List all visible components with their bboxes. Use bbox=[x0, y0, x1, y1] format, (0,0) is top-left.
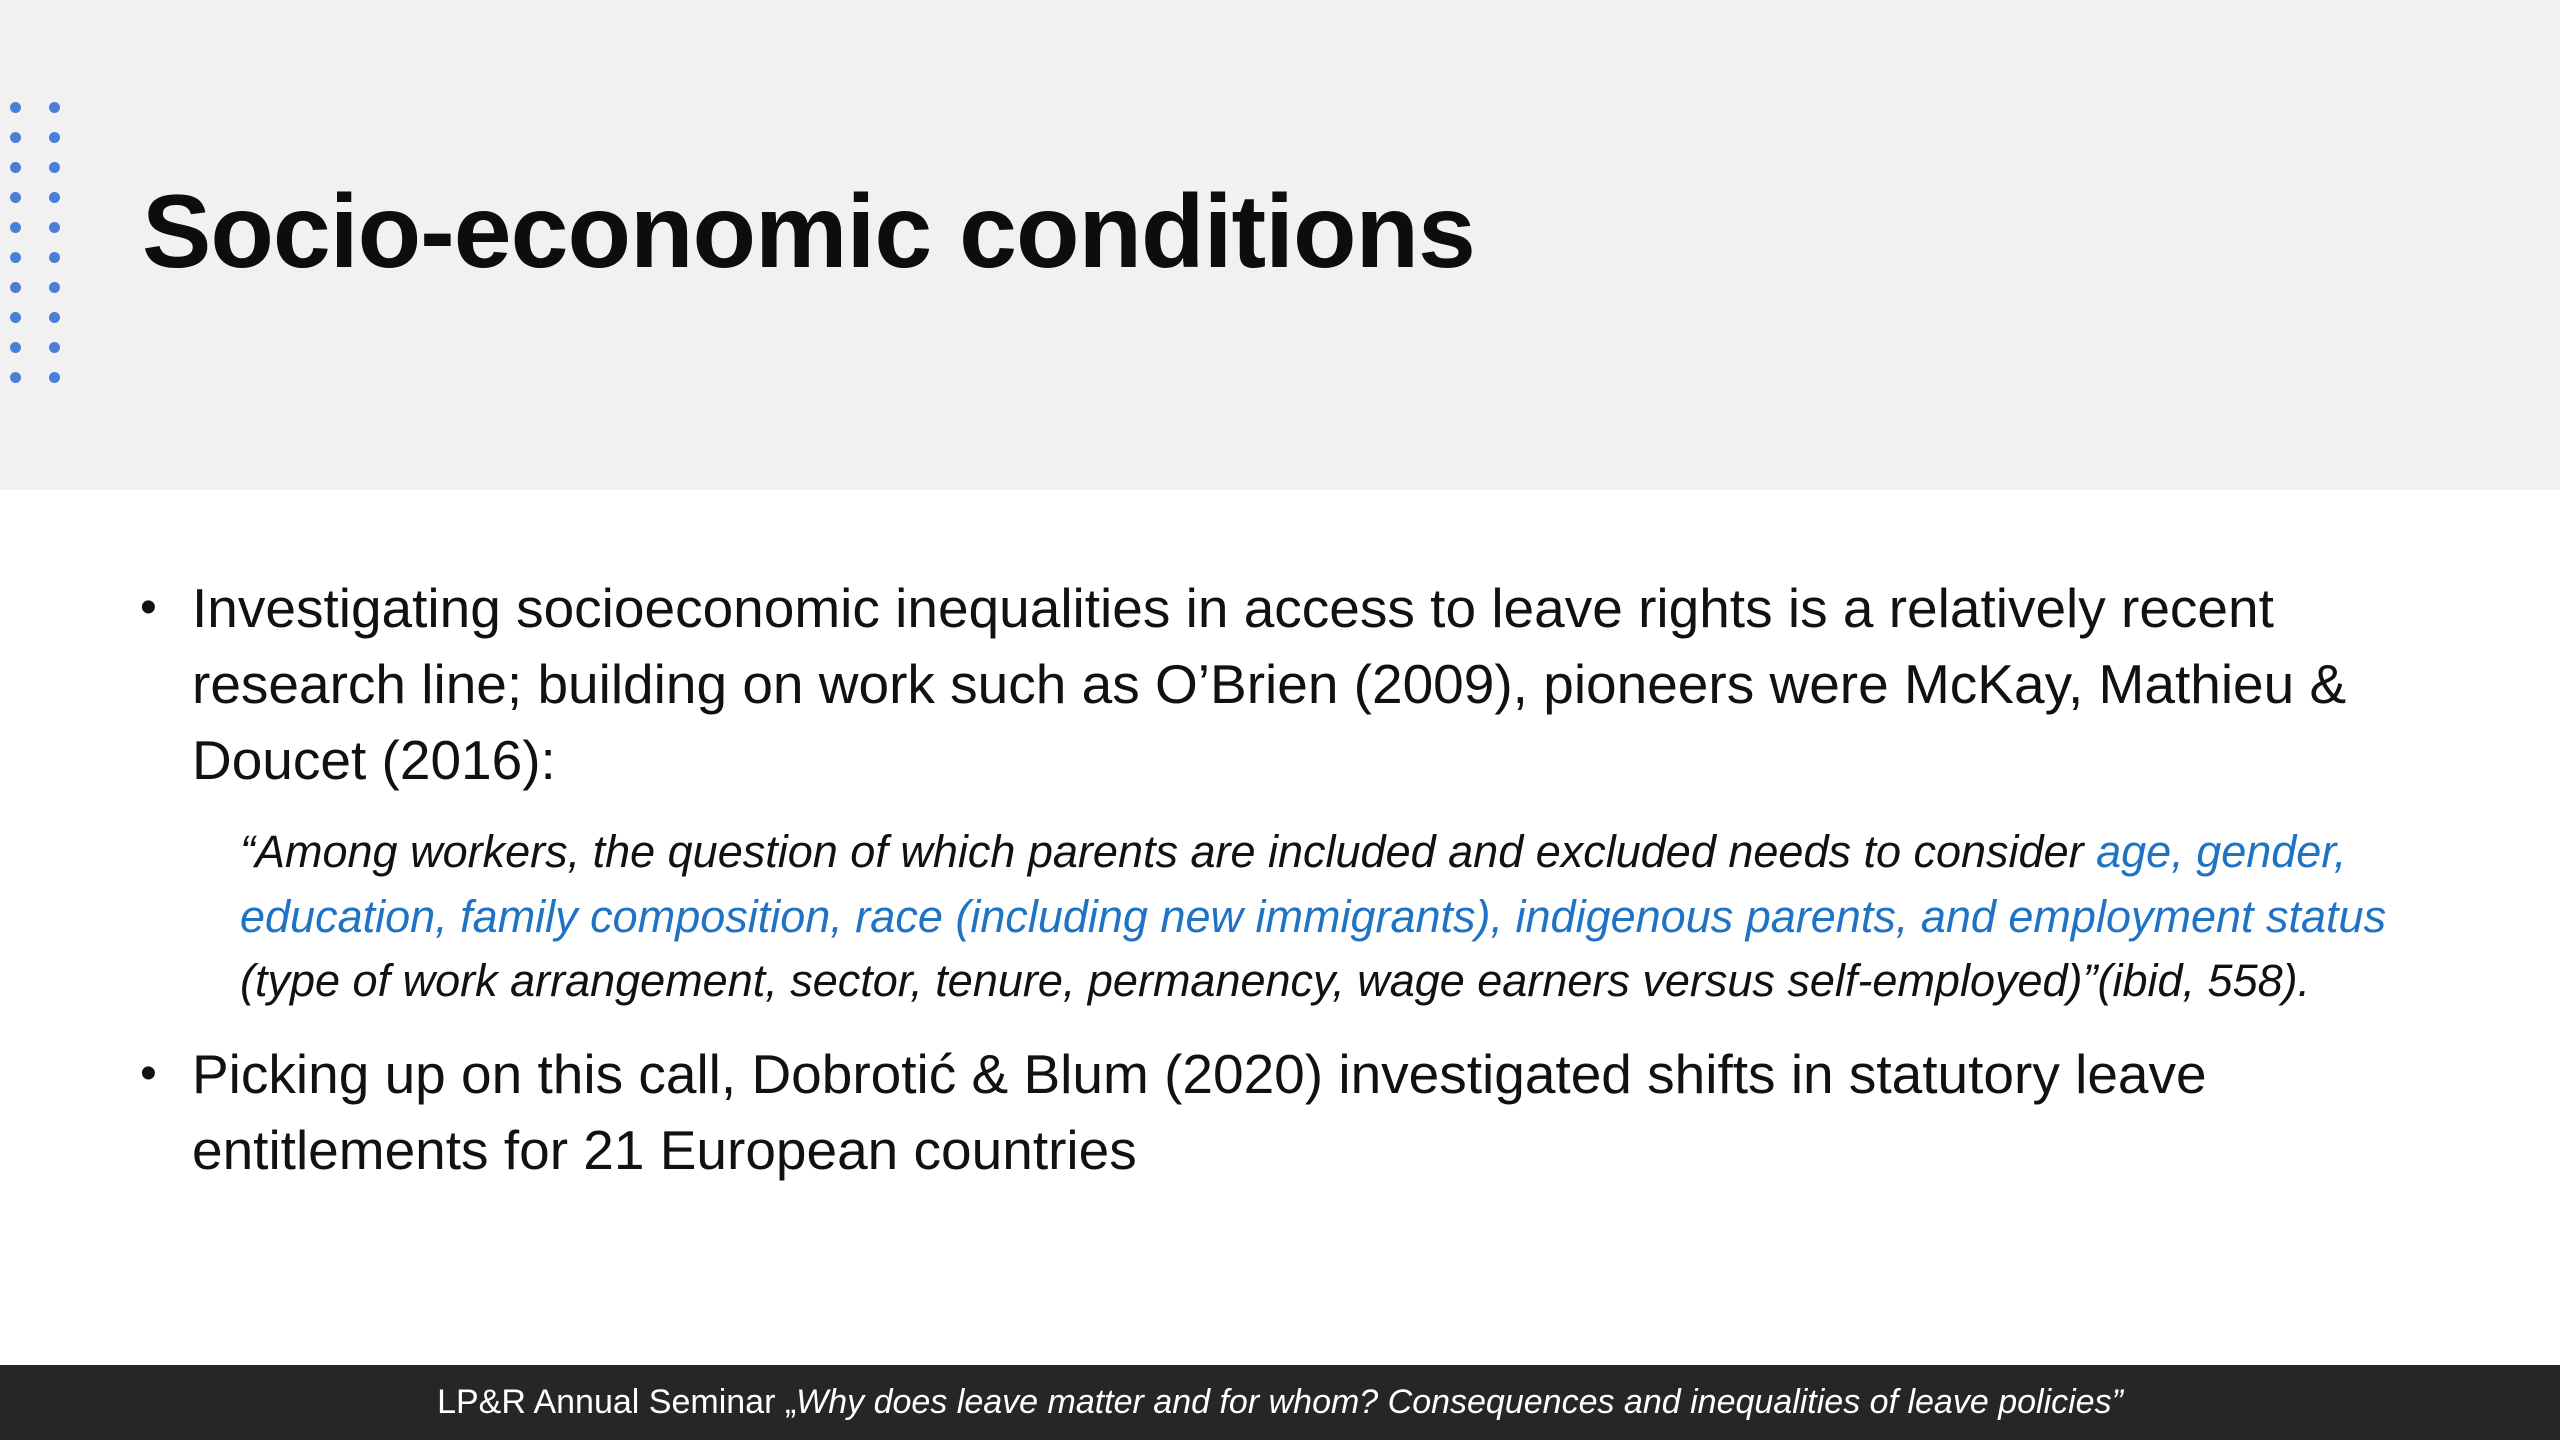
slide-content bbox=[140, 570, 2420, 1188]
dot bbox=[10, 372, 21, 383]
dot bbox=[49, 222, 60, 233]
footer-bar bbox=[0, 1365, 2560, 1440]
dot bbox=[49, 192, 60, 203]
dot bbox=[10, 282, 21, 293]
dot bbox=[10, 252, 21, 263]
decorative-dot-grid bbox=[10, 102, 70, 382]
dot bbox=[49, 102, 60, 113]
dot bbox=[10, 222, 21, 233]
quote-text-end: (type of work arrangement, sector, tenure, permanency, wage earners versus self-employed)”(ibid, 558). bbox=[240, 955, 2311, 1006]
dot bbox=[49, 342, 60, 353]
footer-seminar-title: Why does leave matter and for whom? Consequences and inequalities of leave policies bbox=[796, 1383, 2112, 1421]
quote-highlight: age, gender, education, family composition, race (including new immigrants), indigenous parents, and employment status bbox=[240, 826, 2387, 942]
bullet-marker: • bbox=[140, 1046, 157, 1100]
dot bbox=[49, 372, 60, 383]
dot bbox=[49, 282, 60, 293]
dot bbox=[10, 342, 21, 353]
dot bbox=[49, 132, 60, 143]
footer-prefix: LP&R Annual Seminar „ bbox=[437, 1383, 797, 1421]
bullet-text: Picking up on this call, Dobrotić & Blum (2020) investigated shifts in statutory leave entitlements for 21 European countries bbox=[192, 1042, 2207, 1181]
slide-title: Socio-economic conditions bbox=[142, 174, 1475, 290]
dot bbox=[10, 162, 21, 173]
footer-suffix: ” bbox=[2111, 1383, 2123, 1421]
dot bbox=[10, 132, 21, 143]
dot bbox=[10, 312, 21, 323]
title-band bbox=[0, 0, 2560, 490]
dot bbox=[49, 312, 60, 323]
quote-text-start: “Among workers, the question of which parents are included and excluded needs to consider bbox=[240, 826, 2097, 877]
bullet-text: Investigating socioeconomic inequalities in access to leave rights is a relatively recent research line; building on work such as O’Brien (2009), pioneers were McKay, Mathieu & Doucet (2016): bbox=[192, 577, 2347, 791]
bullet-item bbox=[140, 570, 2420, 798]
dot bbox=[10, 102, 21, 113]
quote-block bbox=[240, 820, 2480, 1014]
dot bbox=[10, 192, 21, 203]
dot bbox=[49, 162, 60, 173]
bullet-item bbox=[140, 1036, 2420, 1188]
dot bbox=[49, 252, 60, 263]
bullet-marker: • bbox=[140, 581, 157, 634]
